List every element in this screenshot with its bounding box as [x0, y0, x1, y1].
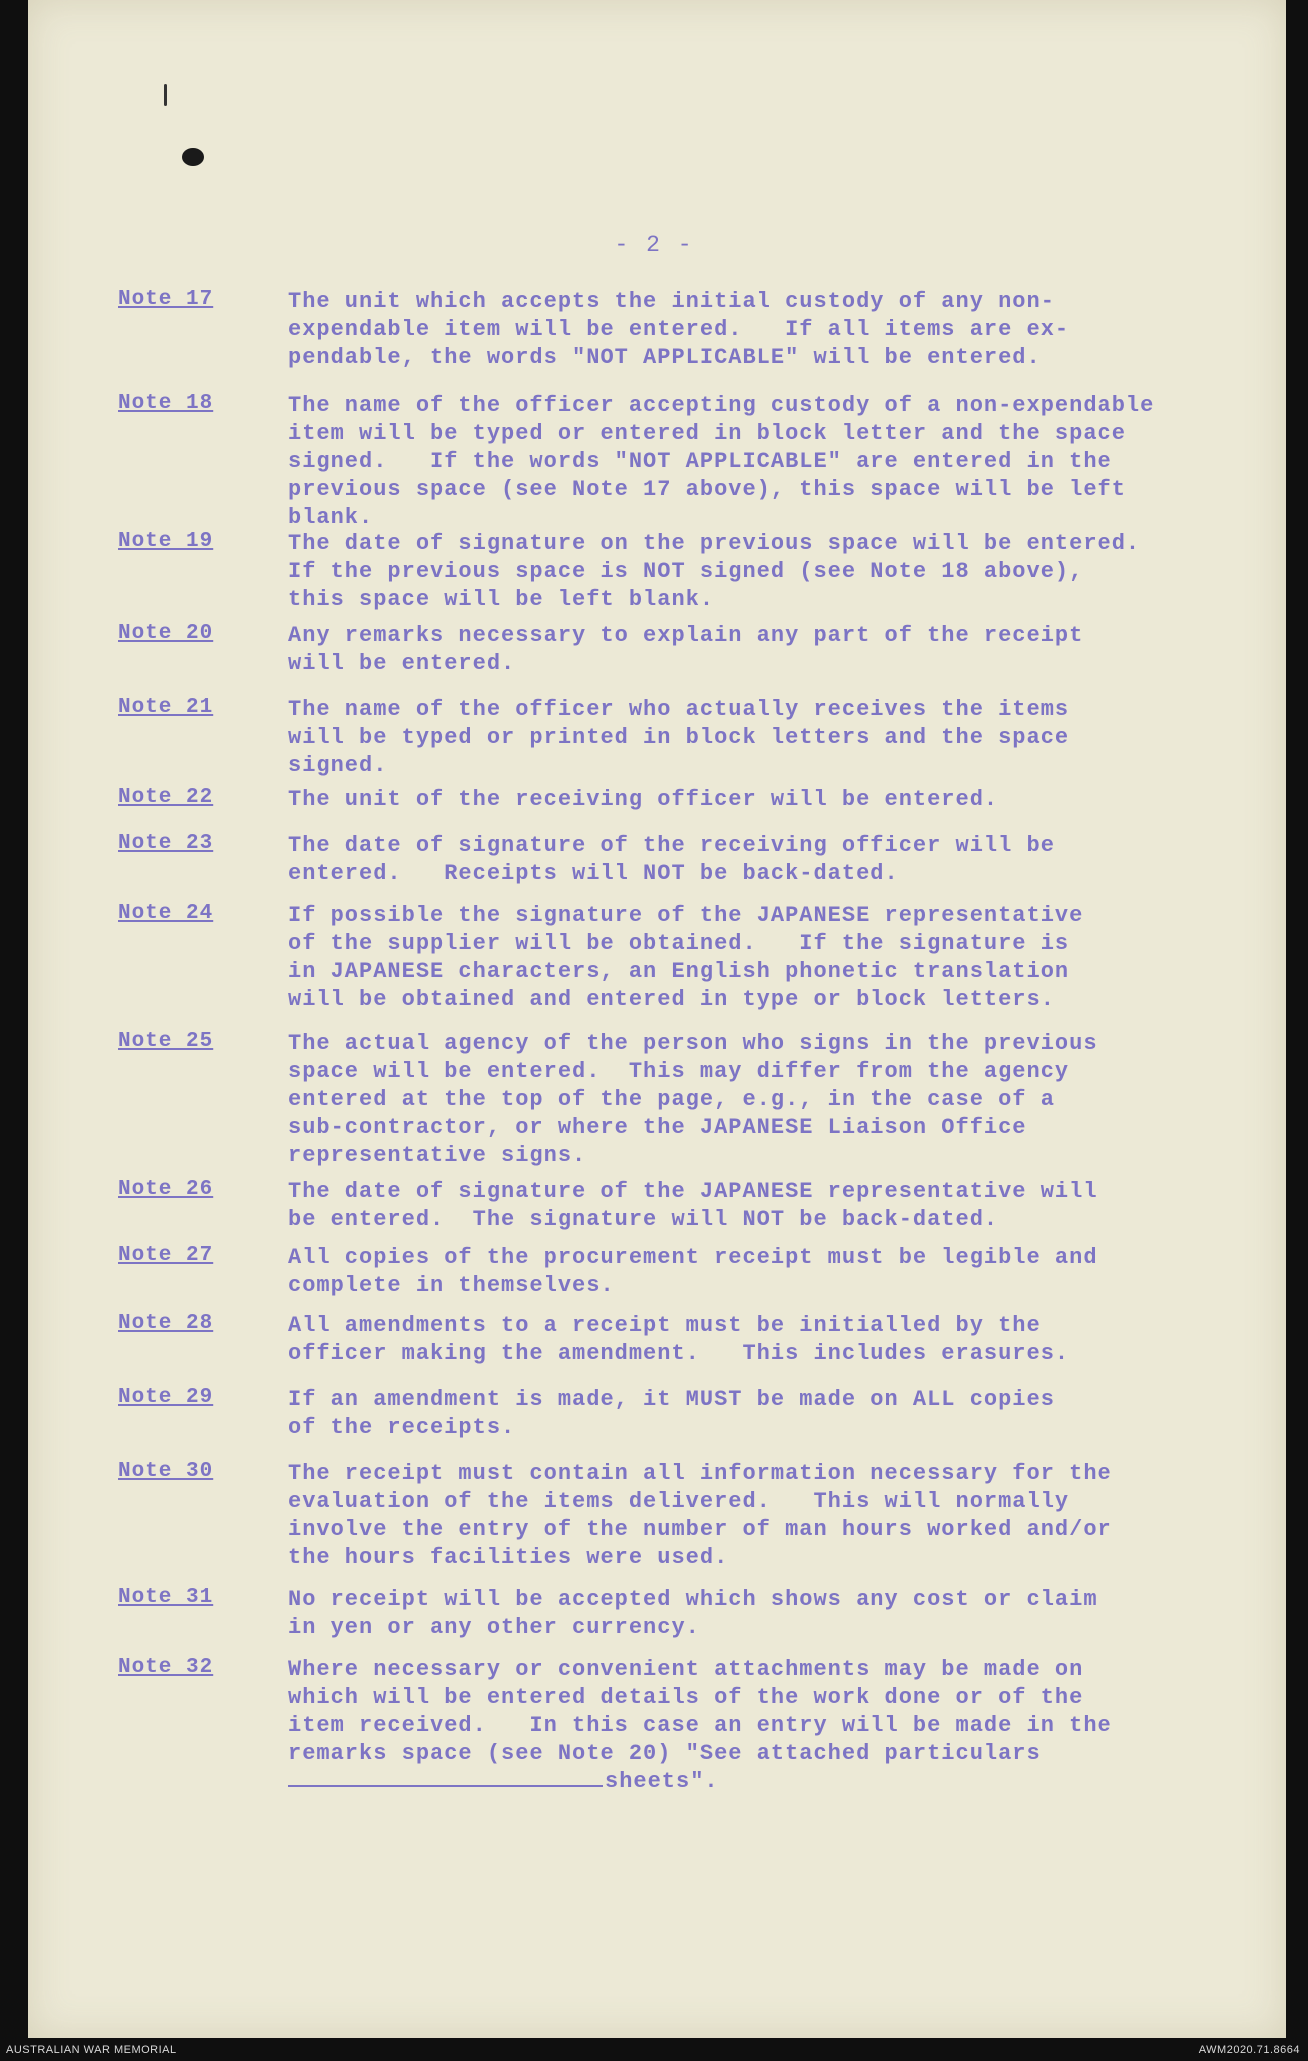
note-text-line: complete in themselves.	[288, 1273, 615, 1298]
note-text-line: All amendments to a receipt must be initialled by the	[288, 1313, 1041, 1338]
punch-hole-mark	[164, 84, 167, 106]
note-text-line: this space will be left blank.	[288, 587, 715, 612]
note-text	[288, 530, 1140, 614]
note-text-line: entered at the top of the page, e.g., in the case of a	[288, 1087, 1055, 1112]
note-text	[288, 1178, 1098, 1234]
note-label: Note 21	[118, 696, 214, 719]
note-text-line: space will be entered. This may differ from the agency	[288, 1059, 1070, 1084]
note-label: Note 32	[118, 1656, 214, 1679]
note-text	[288, 1386, 1055, 1442]
note-label: Note 19	[118, 530, 214, 553]
note-text-line: expendable item will be entered. If all items are ex-	[288, 317, 1070, 342]
note-label: Note 29	[118, 1386, 214, 1409]
note-text-line: The unit which accepts the initial custody of any non-	[288, 289, 1055, 314]
note-text	[288, 622, 1083, 678]
note-text-line: representative signs.	[288, 1143, 587, 1168]
note-text-line: signed. If the words "NOT APPLICABLE" are entered in the	[288, 449, 1112, 474]
note-text-line: involve the entry of the number of man hours worked and/or	[288, 1517, 1112, 1542]
note-text-line: The date of signature of the receiving officer will be	[288, 833, 1055, 858]
note-text	[288, 832, 1055, 888]
note-text-line: will be obtained and entered in type or block letters.	[288, 987, 1055, 1012]
footer-source: AUSTRALIAN WAR MEMORIAL	[6, 2044, 177, 2056]
note-text-line: the hours facilities were used.	[288, 1545, 729, 1570]
note-text-line: signed.	[288, 753, 388, 778]
note-text-line: sub-contractor, or where the JAPANESE Liaison Office	[288, 1115, 1027, 1140]
note-text-line: pendable, the words "NOT APPLICABLE" will be entered.	[288, 345, 1041, 370]
note-text-line: item received. In this case an entry will be made in the	[288, 1713, 1112, 1738]
note-text	[288, 1656, 1112, 1796]
note-text-line: in JAPANESE characters, an English phonetic translation	[288, 959, 1070, 984]
note-label: Note 28	[118, 1312, 214, 1335]
note-text-line: No receipt will be accepted which shows any cost or claim	[288, 1587, 1098, 1612]
note-text-line: If possible the signature of the JAPANESE representative	[288, 903, 1084, 928]
note-text	[288, 288, 1069, 372]
note-label: Note 26	[118, 1178, 214, 1201]
note-text-line: will be entered.	[288, 651, 516, 676]
note-text-line: of the supplier will be obtained. If the signature is	[288, 931, 1070, 956]
page-number: - 2 -	[614, 232, 694, 258]
note-text-line: The actual agency of the person who signs in the previous	[288, 1031, 1098, 1056]
note-text	[288, 1312, 1069, 1368]
note-label: Note 22	[118, 786, 214, 809]
note-text-line: If an amendment is made, it MUST be made on ALL copies	[288, 1387, 1055, 1412]
note-text-line: Where necessary or convenient attachments may be made on	[288, 1657, 1084, 1682]
note-text-line: in yen or any other currency.	[288, 1615, 700, 1640]
note-text-line	[288, 1768, 1112, 1796]
note-label: Note 30	[118, 1460, 214, 1483]
note-text-line: previous space (see Note 17 above), this space will be left	[288, 477, 1126, 502]
note-label: Note 31	[118, 1586, 214, 1609]
note-text-line: The date of signature of the JAPANESE representative will	[288, 1179, 1098, 1204]
note-text	[288, 902, 1083, 1014]
note-text-line: which will be entered details of the work done or of the	[288, 1685, 1084, 1710]
note-text-line: blank.	[288, 505, 374, 530]
note-text-line: evaluation of the items delivered. This will normally	[288, 1489, 1070, 1514]
note-text-line: If the previous space is NOT signed (see Note 18 above),	[288, 559, 1084, 584]
note-label: Note 18	[118, 392, 214, 415]
note-text-line: be entered. The signature will NOT be back-dated.	[288, 1207, 999, 1232]
note-label: Note 24	[118, 902, 214, 925]
note-text-line: will be typed or printed in block letters and the space	[288, 725, 1070, 750]
note-text-line: All copies of the procurement receipt must be legible and	[288, 1245, 1098, 1270]
note-text	[288, 1030, 1098, 1170]
note-label: Note 23	[118, 832, 214, 855]
note-label: Note 20	[118, 622, 214, 645]
note-text-line: The name of the officer accepting custody of a non-expendable	[288, 393, 1155, 418]
note-text-line: item will be typed or entered in block letter and the space	[288, 421, 1126, 446]
note-text-line: The name of the officer who actually receives the items	[288, 697, 1070, 722]
note-text-line-content: sheets".	[605, 1769, 719, 1794]
note-text	[288, 696, 1069, 780]
note-text	[288, 392, 1154, 532]
note-label: Note 25	[118, 1030, 214, 1053]
note-text-line: of the receipts.	[288, 1415, 516, 1440]
blank-fill-line	[288, 1785, 603, 1787]
note-text-line: officer making the amendment. This includes erasures.	[288, 1341, 1070, 1366]
note-label: Note 17	[118, 288, 214, 311]
note-text-line: Any remarks necessary to explain any part of the receipt	[288, 623, 1084, 648]
punch-hole	[182, 148, 204, 166]
note-text	[288, 1460, 1112, 1572]
note-text-line: The date of signature on the previous space will be entered.	[288, 531, 1141, 556]
note-text	[288, 1244, 1098, 1300]
footer-accession-number: AWM2020.71.8664	[1198, 2044, 1300, 2056]
note-text-line: remarks space (see Note 20) "See attached particulars	[288, 1741, 1041, 1766]
note-text-line: The receipt must contain all information necessary for the	[288, 1461, 1112, 1486]
note-text-line: The unit of the receiving officer will be entered.	[288, 787, 999, 812]
note-text	[288, 786, 998, 814]
note-text-line: entered. Receipts will NOT be back-dated.	[288, 861, 899, 886]
note-label: Note 27	[118, 1244, 214, 1267]
note-text	[288, 1586, 1098, 1642]
